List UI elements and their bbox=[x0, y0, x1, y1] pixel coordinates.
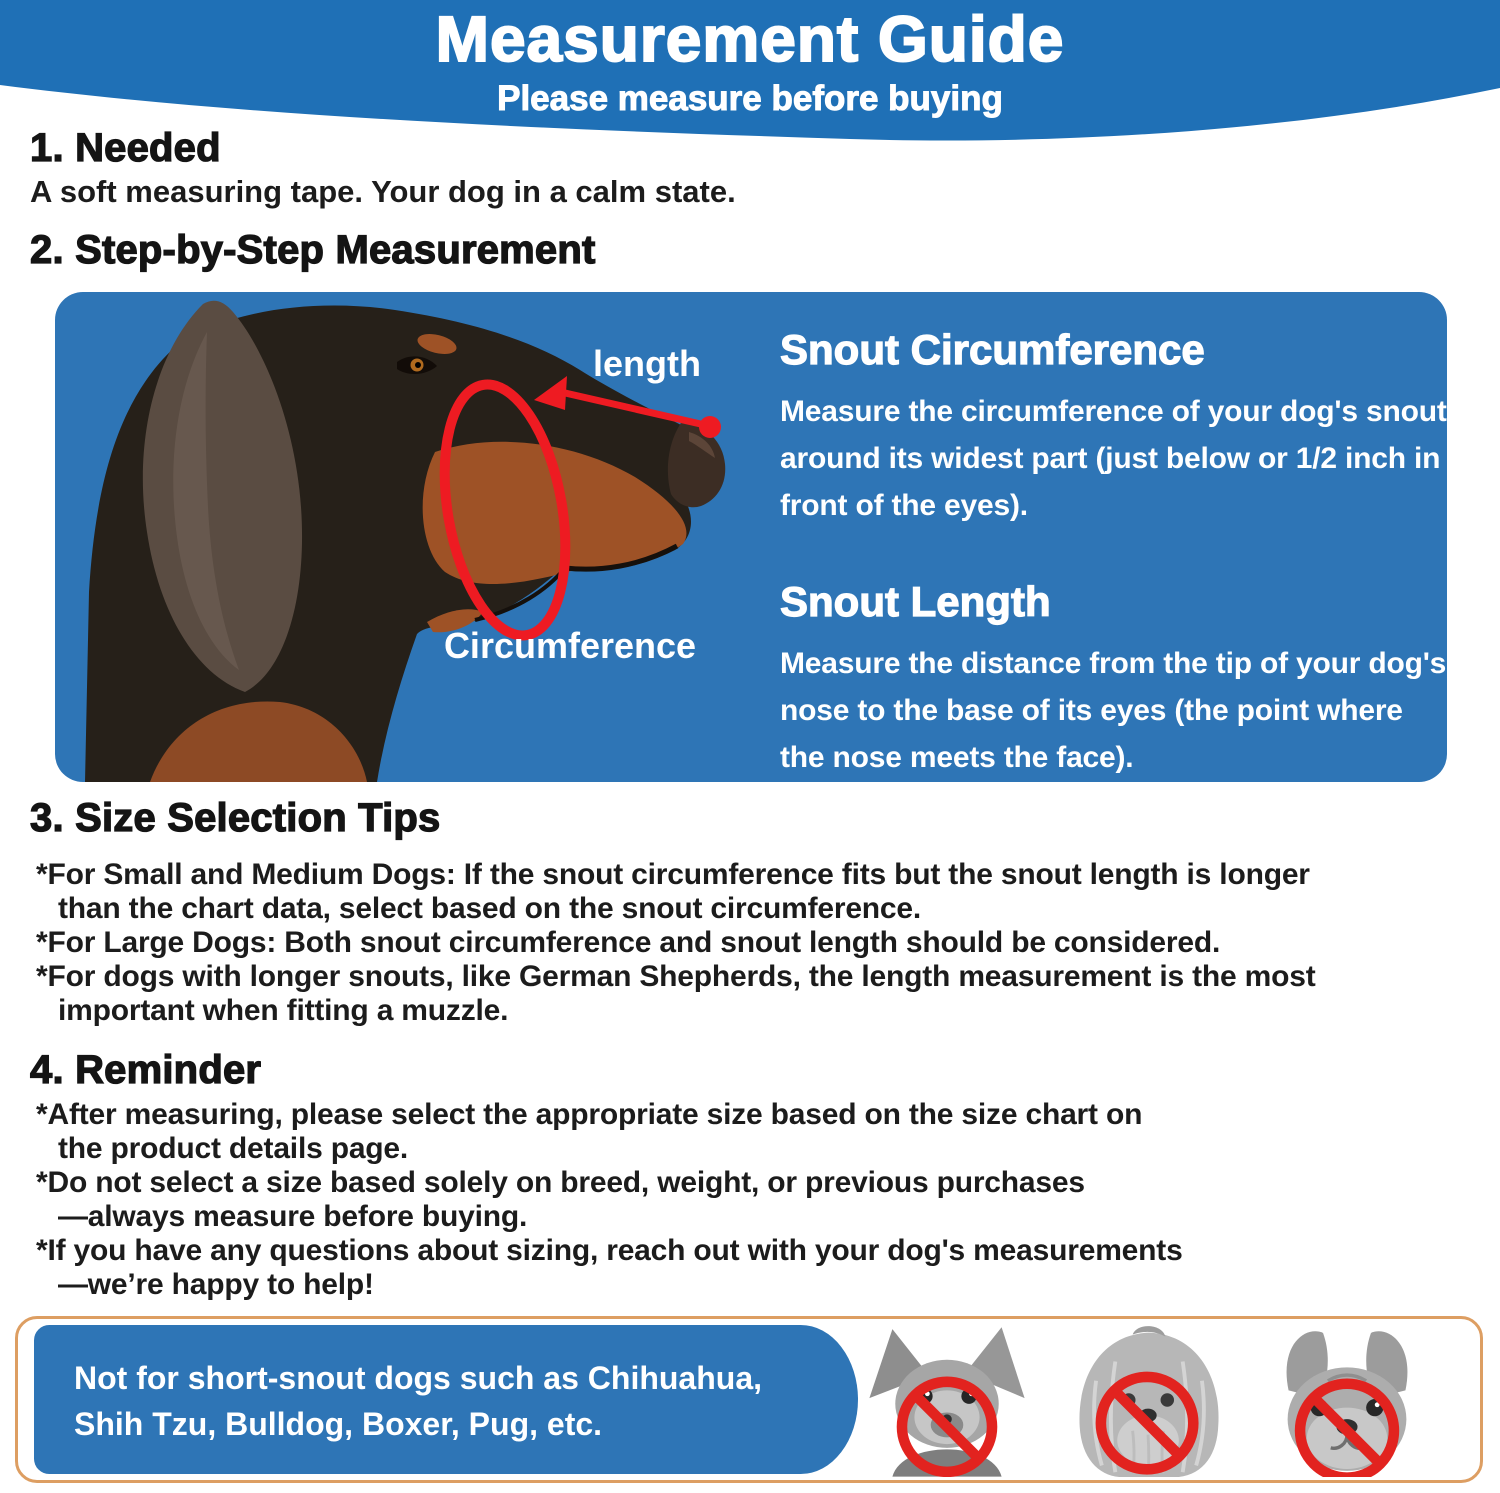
warning-banner bbox=[34, 1325, 858, 1474]
page-title: Measurement Guide bbox=[435, 3, 1065, 75]
shih-tzu-image bbox=[1056, 1323, 1242, 1477]
reminder-line: —always measure before buying. bbox=[58, 1200, 528, 1233]
snout-circumference-heading: Snout Circumference bbox=[780, 326, 1205, 373]
reminder-line: *After measuring, please select the appropriate size based on the size chart on bbox=[36, 1098, 1143, 1131]
reminder-line: *Do not select a size based solely on breed, weight, or previous purchases bbox=[36, 1166, 1085, 1199]
measurement-diagram-panel bbox=[55, 292, 1447, 782]
section-reminder-heading: 4. Reminder bbox=[30, 1048, 262, 1092]
snout-length-body: Measure the distance from the tip of your dog's nose to the base of its eyes (the point where the nose meets the face). bbox=[780, 647, 1447, 774]
warning-line-1: Not for short-snout dogs such as Chihuahua, bbox=[74, 1360, 762, 1396]
tip-line: than the chart data, select based on the snout circumference. bbox=[58, 892, 922, 925]
tip-line: *For Large Dogs: Both snout circumference and snout length should be considered. bbox=[36, 926, 1221, 959]
tip-line: important when fitting a muzzle. bbox=[58, 994, 509, 1027]
french-bulldog-image bbox=[1256, 1323, 1438, 1477]
not-suitable-breeds-box bbox=[15, 1316, 1483, 1483]
length-label: length bbox=[593, 343, 701, 384]
tips-list bbox=[36, 858, 1316, 1028]
tip-line: *For Small and Medium Dogs: If the snout circumference fits but the snout length is longer bbox=[36, 858, 1310, 891]
section-needed-heading: 1. Needed bbox=[30, 126, 221, 170]
circumference-label: Circumference bbox=[443, 625, 697, 666]
reminder-line: —we’re happy to help! bbox=[58, 1268, 374, 1301]
doberman-head-image bbox=[55, 292, 775, 782]
page-subtitle: Please measure before buying bbox=[497, 79, 1003, 118]
reminder-line: *If you have any questions about sizing, reach out with your dog's measurements bbox=[36, 1234, 1183, 1267]
reminder-line: the product details page. bbox=[58, 1132, 409, 1165]
section-steps-heading: 2. Step-by-Step Measurement bbox=[30, 228, 596, 272]
tip-line: *For dogs with longer snouts, like German Shepherds, the length measurement is the most bbox=[36, 960, 1316, 993]
chihuahua-image bbox=[856, 1323, 1038, 1477]
warning-line-2: Shih Tzu, Bulldog, Boxer, Pug, etc. bbox=[74, 1406, 603, 1442]
reminder-list bbox=[36, 1098, 1183, 1302]
snout-circumference-body: Measure the circumference of your dog's snout around its widest part (just below or 1/2 inch in front of the eyes). bbox=[780, 395, 1447, 522]
section-tips-heading: 3. Size Selection Tips bbox=[30, 796, 441, 840]
warning-text bbox=[74, 1355, 762, 1447]
section-needed-body: A soft measuring tape. Your dog in a calm state. bbox=[30, 174, 736, 209]
snout-length-heading: Snout Length bbox=[780, 578, 1051, 625]
